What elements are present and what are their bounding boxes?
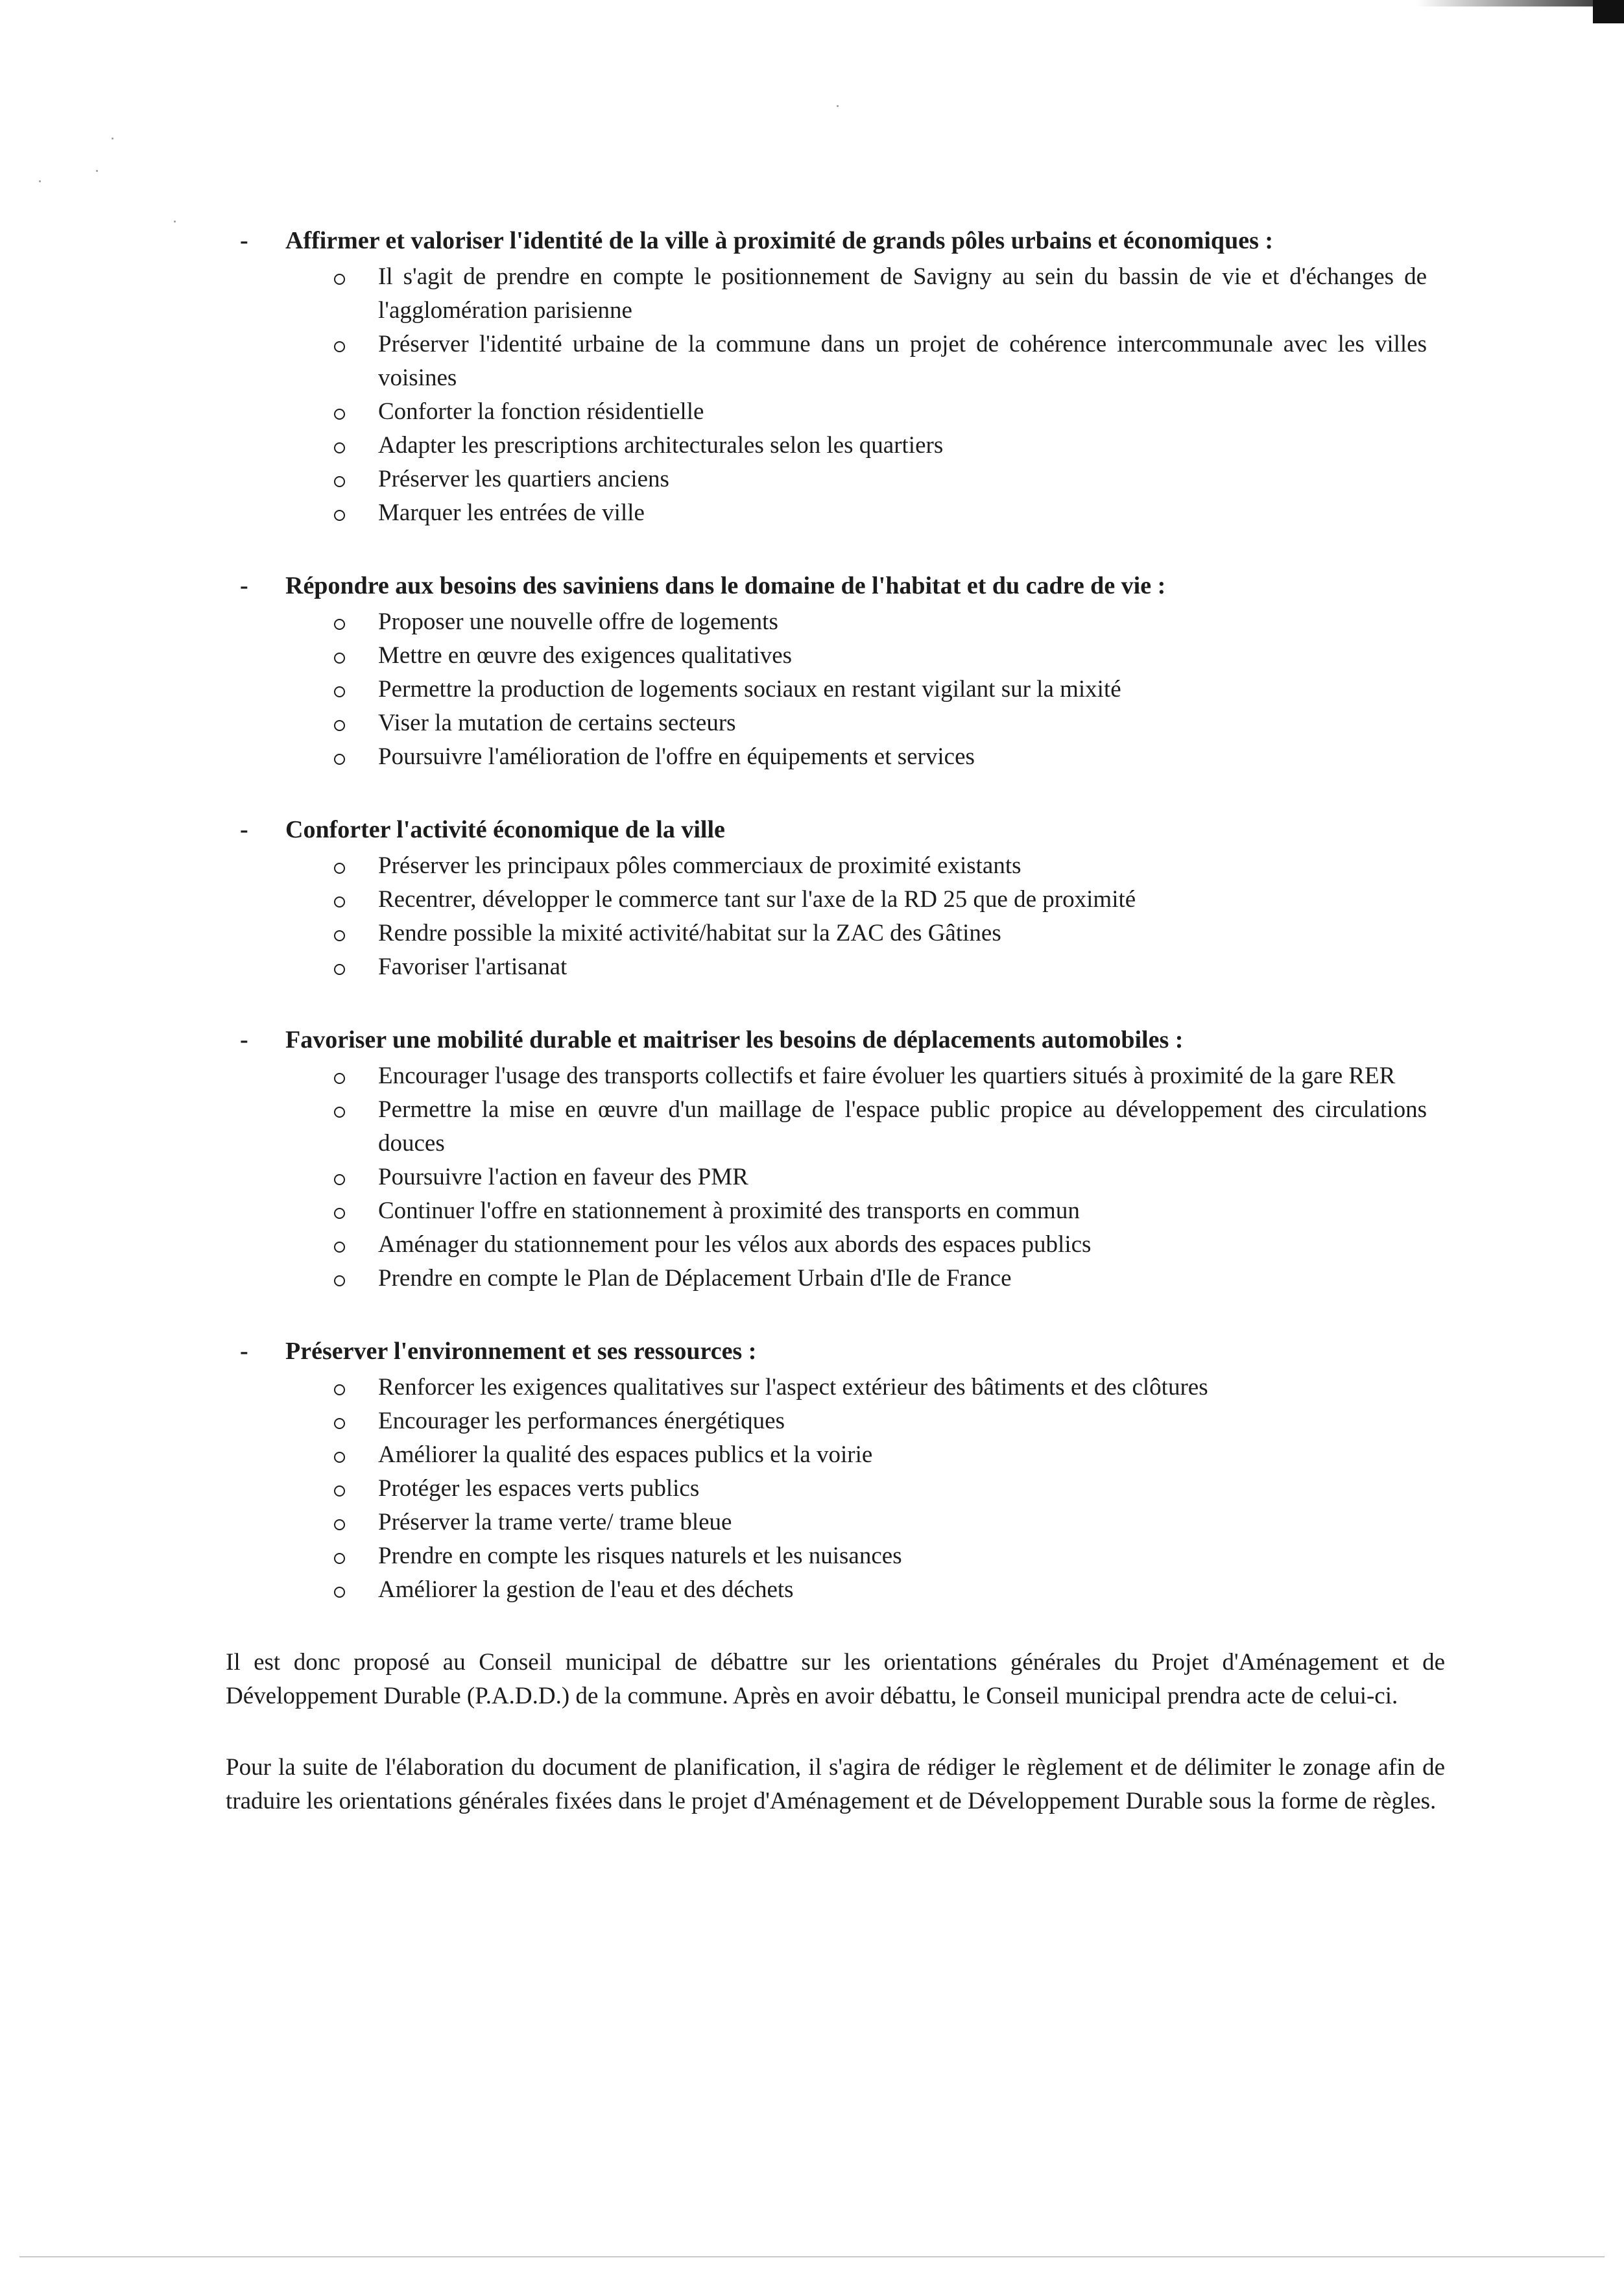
paragraph: Il est donc proposé au Conseil municipal de débattre sur les orientations générales du Projet d'Aménagement et de Développement Durable (P.A.D.D.) de la commune. Après en avoir débattu, le Conseil municipal prendra acte de celui-ci. [226,1649,1445,1709]
list-item [334,1262,1427,1295]
scan-speck [96,170,98,172]
list-item-text: Recentrer, développer le commerce tant sur l'axe de la RD 25 que de proximité [378,886,1136,913]
section-heading: Favoriser une mobilité durable et maitriser les besoins de déplacements automobiles : [285,1026,1184,1053]
list-item [334,328,1427,395]
section-2 [240,569,1427,774]
list-item-text: Viser la mutation de certains secteurs [378,710,736,736]
list-item [334,260,1427,328]
bullet-list [240,605,1427,774]
circle-bullet-icon [334,328,378,352]
list-item-text: Préserver l'identité urbaine de la commune dans un projet de cohérence intercommunale avec les villes voisines [378,331,1427,391]
circle-bullet-icon [334,1539,378,1564]
list-item [334,673,1427,706]
list-item-text: Continuer l'offre en stationnement à proximité des transports en commun [378,1197,1080,1224]
scan-speck [112,138,113,139]
section-heading: Affirmer et valoriser l'identité de la ville à proximité de grands pôles urbains et économiques : [285,227,1274,254]
scan-speck [837,105,839,107]
circle-bullet-icon [334,706,378,731]
list-item-text: Encourager l'usage des transports collectifs et faire évoluer les quartiers situés à proximité de la gare RER [378,1063,1396,1089]
list-item [334,463,1427,496]
list-item [334,706,1427,740]
circle-bullet-icon [334,1194,378,1219]
circle-bullet-icon [334,1472,378,1497]
section-heading-row [240,1023,1427,1057]
list-item [334,1506,1427,1539]
circle-bullet-icon [334,740,378,765]
list-item [334,1228,1427,1262]
circle-bullet-icon [334,1438,378,1463]
circle-bullet-icon [334,1262,378,1286]
list-item-text: Prendre en compte les risques naturels et les nuisances [378,1543,902,1569]
section-4 [240,1023,1427,1295]
section-heading: Conforter l'activité économique de la ville [285,816,725,843]
list-item-text: Poursuivre l'amélioration de l'offre en équipements et services [378,743,975,770]
circle-bullet-icon [334,260,378,285]
list-item [334,496,1427,530]
list-item-text: Permettre la production de logements sociaux en restant vigilant sur la mixité [378,676,1121,703]
circle-bullet-icon [334,849,378,874]
circle-bullet-icon [334,1093,378,1118]
list-item [334,639,1427,673]
list-item [334,1194,1427,1228]
conclusion [226,1646,1445,1818]
scan-corner-mark [1593,0,1624,23]
dash-marker: - [240,1338,248,1365]
list-item-text: Préserver les quartiers anciens [378,466,669,492]
circle-bullet-icon [334,950,378,975]
list-item-text: Favoriser l'artisanat [378,954,567,980]
circle-bullet-icon [334,883,378,908]
list-item-text: Conforter la fonction résidentielle [378,398,704,425]
section-3 [240,813,1427,984]
list-item [334,1059,1427,1093]
list-item [334,917,1427,950]
list-item-text: Poursuivre l'action en faveur des PMR [378,1164,748,1190]
list-item-text: Mettre en œuvre des exigences qualitatives [378,642,793,669]
list-item [334,605,1427,639]
list-item [334,849,1427,883]
section-heading-row [240,224,1427,258]
circle-bullet-icon [334,429,378,453]
scan-speck [39,180,41,182]
list-item-text: Encourager les performances énergétiques [378,1408,785,1434]
circle-bullet-icon [334,639,378,664]
circle-bullet-icon [334,1404,378,1429]
section-heading-row [240,569,1427,603]
list-item [334,395,1427,429]
section-5 [240,1334,1427,1607]
circle-bullet-icon [334,1371,378,1395]
dash-marker: - [240,572,248,599]
list-item [334,740,1427,774]
list-item [334,1404,1427,1438]
circle-bullet-icon [334,1161,378,1185]
circle-bullet-icon [334,463,378,487]
bullet-list [240,849,1427,984]
list-item-text: Permettre la mise en œuvre d'un maillage de l'espace public propice au développement des circulations douces [378,1096,1427,1157]
list-item [334,1093,1427,1161]
section-heading-row [240,813,1427,847]
page-bottom-rule [19,2256,1605,2257]
circle-bullet-icon [334,605,378,630]
dash-marker: - [240,1026,248,1053]
list-item-text: Aménager du stationnement pour les vélos aux abords des espaces publics [378,1231,1092,1258]
list-item-text: Préserver les principaux pôles commerciaux de proximité existants [378,852,1021,879]
list-item-text: Adapter les prescriptions architecturales selon les quartiers [378,432,944,459]
list-item-text: Proposer une nouvelle offre de logements [378,608,778,635]
circle-bullet-icon [334,917,378,941]
list-item [334,1539,1427,1573]
document-body [226,224,1445,1856]
list-item [334,950,1427,984]
list-item-text: Améliorer la qualité des espaces publics et la voirie [378,1441,873,1468]
list-item-text: Renforcer les exigences qualitatives sur l'aspect extérieur des bâtiments et des clôtures [378,1374,1208,1401]
circle-bullet-icon [334,1573,378,1598]
list-item-text: Marquer les entrées de ville [378,499,645,526]
bullet-list [240,260,1427,530]
list-item-text: Il s'agit de prendre en compte le positionnement de Savigny au sein du bassin de vie et d'échanges de l'agglomération parisienne [378,263,1427,324]
section-1 [240,224,1427,530]
circle-bullet-icon [334,1059,378,1084]
circle-bullet-icon [334,395,378,420]
list-item [334,883,1427,917]
circle-bullet-icon [334,496,378,521]
circle-bullet-icon [334,1506,378,1530]
list-item [334,1573,1427,1607]
list-item-text: Prendre en compte le Plan de Déplacement Urbain d'Ile de France [378,1265,1012,1292]
section-heading: Préserver l'environnement et ses ressources : [285,1338,757,1365]
list-item [334,429,1427,463]
list-item [334,1438,1427,1472]
dash-marker: - [240,227,248,254]
list-item [334,1161,1427,1194]
bullet-list [240,1059,1427,1295]
list-item-text: Améliorer la gestion de l'eau et des déchets [378,1576,794,1603]
list-item-text: Rendre possible la mixité activité/habitat sur la ZAC des Gâtines [378,920,1001,946]
list-item [334,1371,1427,1404]
scan-speck [174,221,176,222]
circle-bullet-icon [334,673,378,697]
dash-marker: - [240,816,248,843]
bullet-list [240,1371,1427,1607]
list-item-text: Protéger les espaces verts publics [378,1475,700,1502]
list-item [334,1472,1427,1506]
section-heading: Répondre aux besoins des saviniens dans le domaine de l'habitat et du cadre de vie : [285,572,1166,599]
section-heading-row [240,1334,1427,1368]
paragraph: Pour la suite de l'élaboration du document de planification, il s'agira de rédiger le règlement et de délimiter le zonage afin de traduire les orientations générales fixées dans le projet d'Aménagement et de Développement Durable sous la forme de règles. [226,1754,1445,1814]
circle-bullet-icon [334,1228,378,1253]
list-item-text: Préserver la trame verte/ trame bleue [378,1509,732,1535]
